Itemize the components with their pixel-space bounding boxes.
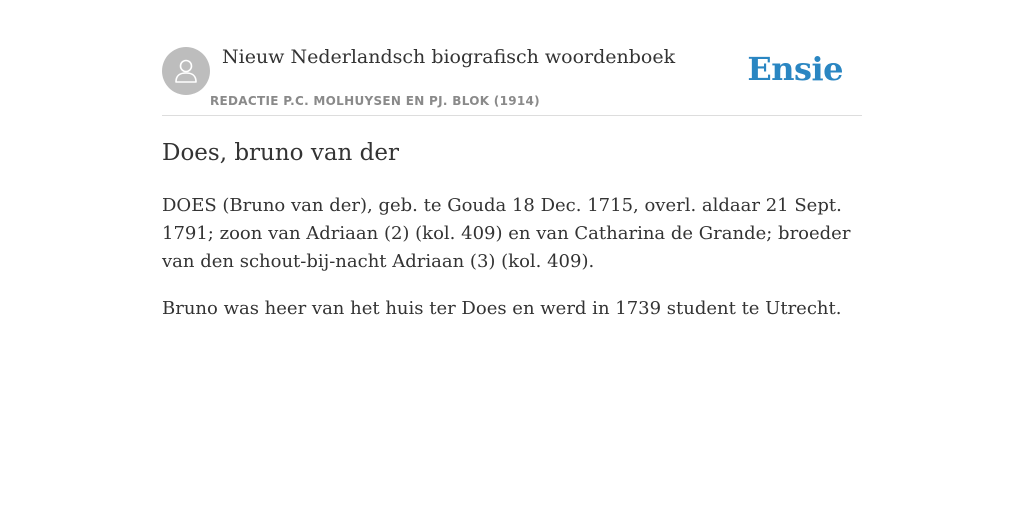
article-title: Does, bruno van der (162, 140, 399, 166)
source-subtitle: REDACTIE P.C. MOLHUYSEN EN PJ. BLOK (1914) (210, 94, 540, 108)
article-body (162, 192, 862, 342)
ensie-logo[interactable]: Ensie (747, 50, 843, 88)
user-icon (171, 56, 201, 86)
article-paragraph: Bruno was heer van het huis ter Does en werd in 1739 student te Utrecht. (162, 298, 842, 319)
article-paragraph: DOES (Bruno van der), geb. te Gouda 18 Dec. 1715, overl. aldaar 21 Sept. 1791; zoon van Adriaan (2) (kol. 409) en van Catharina de Grande; broeder van den schout-bij-nacht Adriaan (3) (kol. 409). (162, 195, 851, 272)
source-title[interactable]: Nieuw Nederlandsch biografisch woordenboek (222, 46, 676, 68)
source-header (162, 0, 862, 116)
page-container (162, 0, 862, 319)
source-avatar[interactable] (162, 47, 210, 95)
